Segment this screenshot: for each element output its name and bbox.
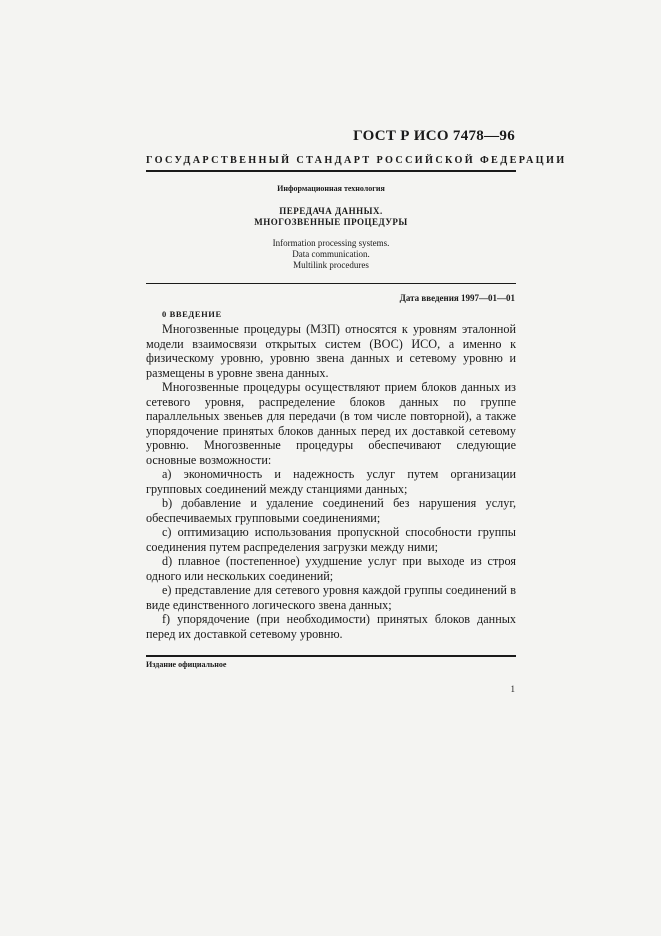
footer-rule (146, 655, 516, 657)
page-number: 1 (510, 684, 515, 694)
document-subject: Информационная технология (277, 184, 385, 193)
list-item: d) плавное (постепенное) ухудшение услуг при выходе из строя одного или нескольких соединений; (146, 554, 516, 583)
english-title-line: Multilink procedures (293, 260, 369, 270)
paragraph: Многозвенные процедуры осуществляют прием блоков данных из сетевого уровня, распределение блоков данных по группе параллельных звеньев для передачи (в том числе повторной), а также упорядочение принятых блоков данных перед их доставкой сетевому уровню. Многозвенные процедуры обеспечивают следующие основные возможности: (146, 380, 516, 467)
title-line: ПЕРЕДАЧА ДАННЫХ. (279, 206, 383, 216)
list-item: f) упорядочение (при необходимости) принятых блоков данных перед их доставкой сетевому уровню. (146, 612, 516, 641)
list-item: b) добавление и удаление соединений без нарушения услуг, обеспечиваемых групповыми соединениями; (146, 496, 516, 525)
introduction-date: Дата введения 1997—01—01 (399, 293, 515, 303)
standard-name: ГОСУДАРСТВЕННЫЙ СТАНДАРТ РОССИЙСКОЙ ФЕДЕРАЦИИ (146, 155, 567, 166)
english-title (146, 238, 516, 271)
header-rule (146, 170, 516, 172)
paragraph: Многозвенные процедуры (МЗП) относятся к уровням эталонной модели взаимосвязи открытых систем (ВОС) ИСО, а именно к физическому уровню, уровню звена данных и сетевому уровню и размещены в уровне звена данных. (146, 322, 516, 380)
standard-code: ГОСТ Р ИСО 7478—96 (353, 128, 515, 144)
title-rule (146, 283, 516, 284)
list-item: e) представление для сетевого уровня каждой группы соединений в виде единственного логического звена данных; (146, 583, 516, 612)
list-item: a) экономичность и надежность услуг путем организации групповых соединений между станциями данных; (146, 467, 516, 496)
section-heading: 0 ВВЕДЕНИЕ (162, 309, 222, 319)
edition-note: Издание официальное (146, 660, 227, 669)
body-text (146, 322, 516, 641)
english-title-line: Data communication. (292, 249, 370, 259)
list-item: c) оптимизацию использования пропускной способности группы соединения путем распределения загрузки между ними; (146, 525, 516, 554)
title-line: МНОГОЗВЕННЫЕ ПРОЦЕДУРЫ (254, 217, 408, 227)
document-title (146, 206, 516, 228)
english-title-line: Information processing systems. (272, 238, 390, 248)
